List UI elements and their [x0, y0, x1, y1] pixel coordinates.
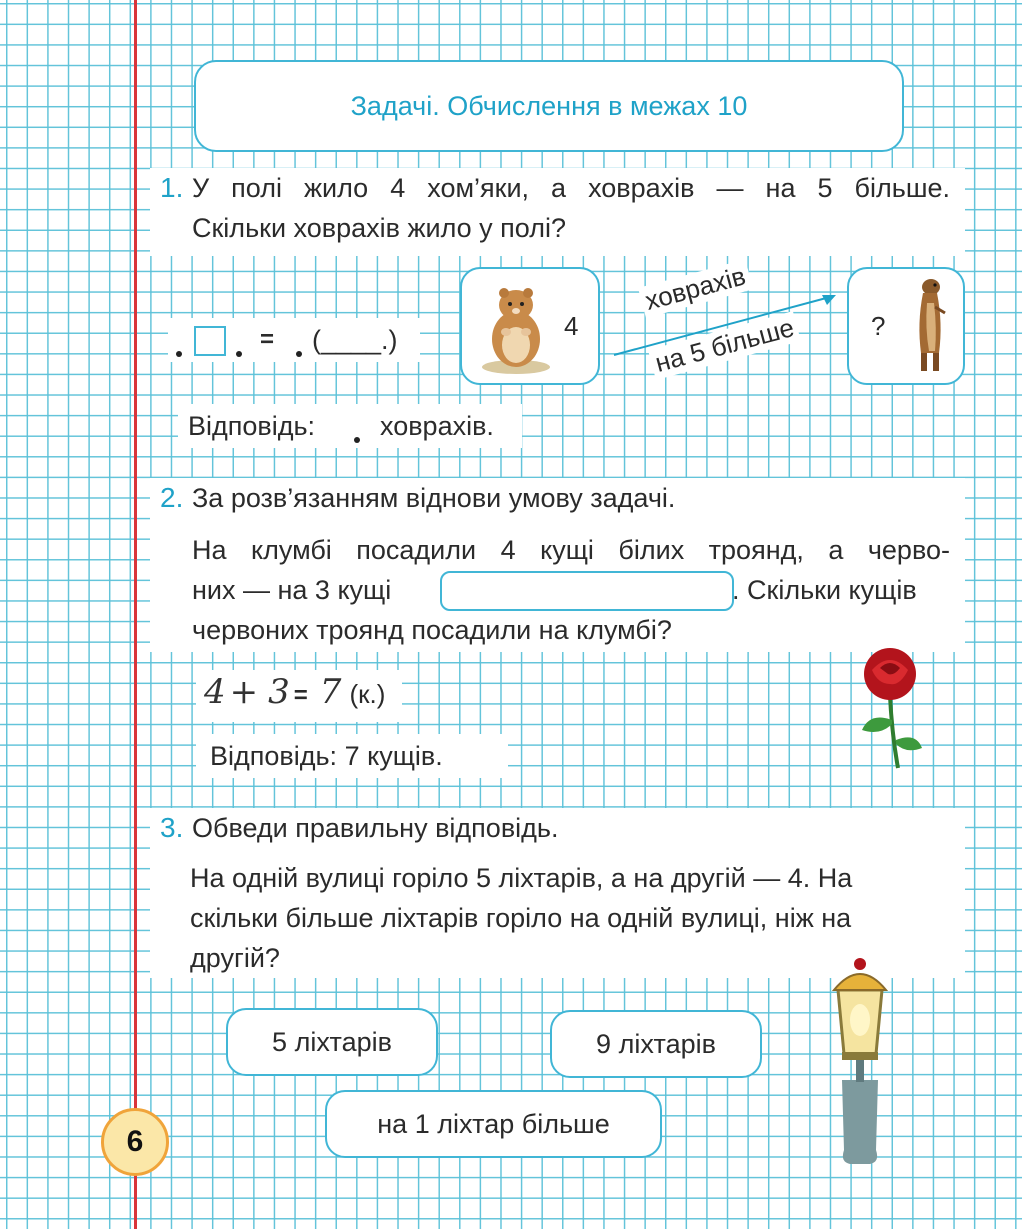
task3-line1: На одній вулиці горіло 5 ліхтарів, а на другій — 4. На [190, 863, 853, 893]
task3-instruction: Обведи правильну відповідь. [192, 813, 559, 843]
task1-answer-label: Відповідь: [188, 411, 316, 441]
lantern-icon [820, 950, 900, 1170]
gopher-count: ? [871, 311, 886, 341]
rose-icon [850, 640, 930, 770]
hamster-icon [476, 277, 556, 377]
task3-line3: другій? [190, 943, 280, 973]
operation-sign-box[interactable] [194, 326, 226, 356]
task2-instruction: За розв’язанням віднови умову задачі. [192, 483, 676, 513]
solution-unit: (к.) [349, 679, 386, 709]
task2-line2b: . Скільки кущів [732, 575, 917, 605]
task2-answer: Відповідь: 7 кущів. [210, 741, 443, 771]
solution-b: 3 [268, 672, 290, 712]
task1-number: 1. [160, 172, 184, 203]
hamster-count: 4 [564, 311, 579, 341]
solution-eq: = [293, 682, 308, 709]
answer-option-3[interactable]: на 1 ліхтар більше [325, 1090, 662, 1158]
condition-input-box[interactable] [440, 571, 734, 611]
answer-option-2[interactable]: 9 ліхтарів [550, 1010, 762, 1078]
write-dot [296, 351, 302, 357]
task1-line2: Скільки ховрахів жило у полі? [192, 213, 566, 243]
arrow-label-top: ховрахів [638, 259, 753, 318]
arrow-label-bottom: на 5 більше [648, 311, 801, 380]
task3-line2: скільки більше ліхтарів горіло на одній вулиці, ніж на [190, 903, 852, 933]
write-dot [176, 351, 182, 357]
task2-line2a: них — на 3 кущі [192, 575, 392, 605]
write-dot [354, 437, 360, 443]
solution-a: 4 [204, 672, 226, 712]
page-number-badge [101, 1108, 169, 1176]
gopher-card [847, 267, 965, 385]
task2-line1: На клумбі посадили 4 кущі білих троянд, а черво- [192, 535, 950, 565]
solution-plus: + [229, 672, 259, 712]
task3-number: 3. [160, 812, 184, 843]
page-number: 6 [126, 1125, 144, 1158]
equals-sign: = [260, 326, 275, 353]
task2-number: 2. [160, 482, 184, 513]
task2-solution [204, 672, 385, 712]
task1-line1: У полі жило 4 хом’яки, а ховрахів — на 5 більше. [192, 173, 950, 203]
gopher-icon [905, 273, 955, 377]
answer-option-1[interactable]: 5 ліхтарів [226, 1008, 438, 1076]
margin-line [134, 0, 137, 1229]
task2-line3: червоних троянд посадили на клумбі? [192, 615, 672, 645]
write-dot [236, 351, 242, 357]
page-title [194, 60, 904, 152]
hamster-card [460, 267, 600, 385]
task1-answer-unit: ховрахів. [380, 411, 494, 441]
page-title-text: Задачі. Обчислення в межах 10 [350, 90, 748, 121]
unit-blank: (____.) [312, 325, 398, 355]
solution-result: 7 [319, 672, 342, 712]
